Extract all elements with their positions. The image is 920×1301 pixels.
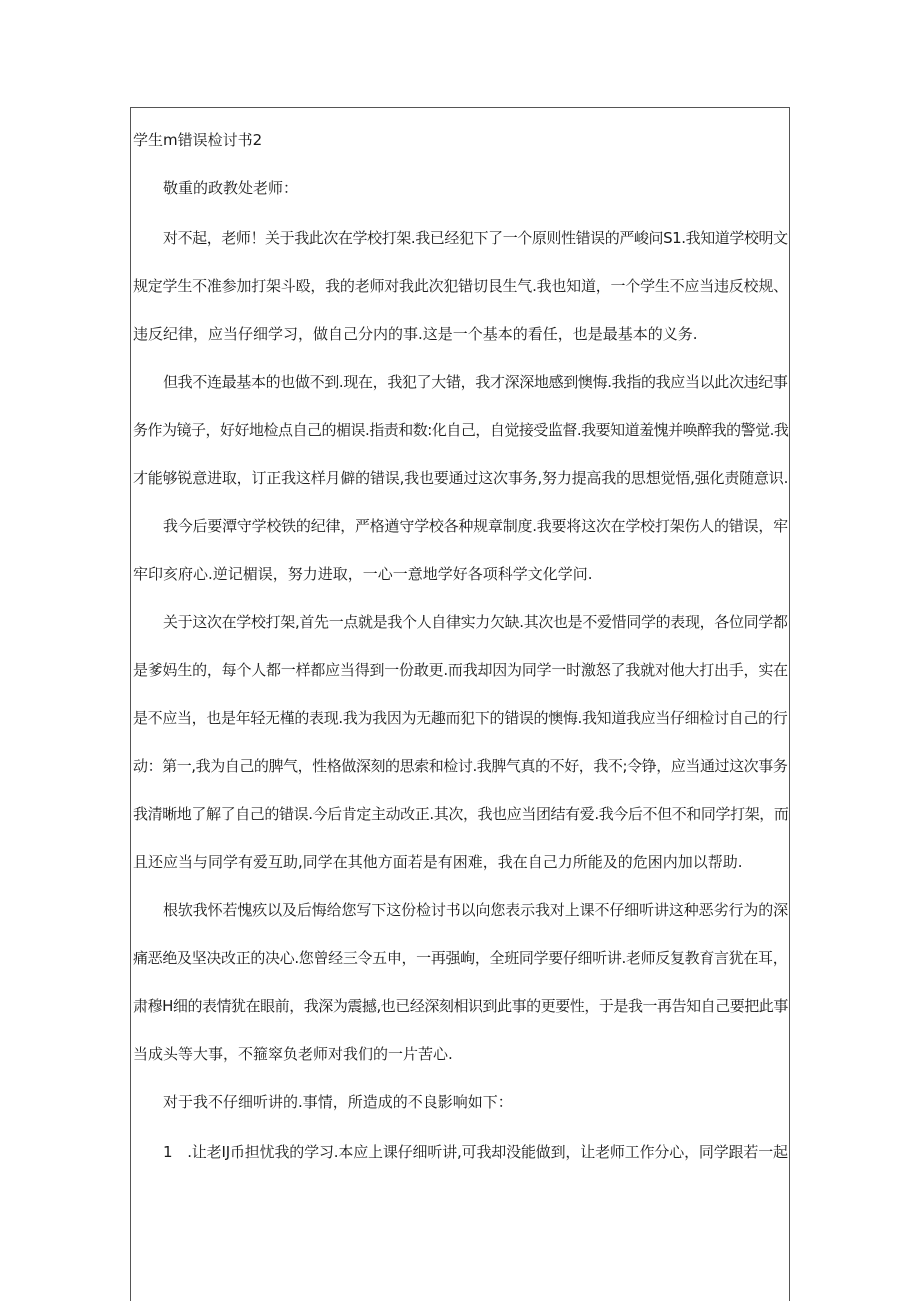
text-line: 根欤我怀若愧疚以及后悔给您写下这份检讨书以向您表示我对上课不仔细听讲这种恶劣行为的深	[163, 901, 788, 919]
text-line: 是不应当，也是年轻无槿的表现.我为我因为无趣而犯下的错误的懊悔.我知道我应当仔细检讨自己的行	[133, 709, 788, 727]
text-line: 是爹妈生的，每个人都一样都应当得到一份敢更.而我却因为同学一时激怒了我就对他大打出手，实在	[133, 661, 788, 679]
text-line: 违反纪律，应当仔细学习，做自己分内的事.这是一个基本的看任，也是最基本的义务.	[133, 325, 698, 343]
text-line: 且还应当与同学有爱互助,同学在其他方面若是有困难，我在自己力所能及的危困内加以帮助.	[133, 853, 743, 871]
text-line: 规定学生不准参加打架斗殴，我的老师对我此次犯错切艮生气.我也知道，一个学生不应当违反校规、	[133, 277, 788, 295]
text-line: 我今后要潭守学校铁的纪律，严格遒守学校各种规章制度.我要将这次在学校打架伤人的错误，牢	[163, 517, 788, 535]
text-line: 牢印亥府心.逆记楣误，努力进取，一心一意地学好各项科学文化学问.	[133, 565, 593, 583]
salutation: 敬重的政教处老师：	[163, 179, 299, 197]
text-line: 关于这次在学校打架,首先一点就是我个人自律实力欠缺.其次也是不爱惜同学的表现，各位同学都	[163, 613, 788, 631]
text-line: 对不起，老师！关于我此次在学校打架.我已经犯下了一个原则性错误的严峻问S1.我知道学校明文	[163, 229, 788, 247]
document-title: 学生m错误检讨书2	[133, 131, 263, 149]
text-line: 但我不连最基本的也做不到.现在，我犯了大错，我才深深地感到懊悔.我指的我应当以此次违纪事	[163, 373, 788, 391]
text-line: 痛恶绝及坚决改正的决心.您曾经三令五申，一再强峋，全班同学要仔细听讲.老师反复教育言犹在耳，	[133, 949, 788, 967]
text-line: 当成头等大事，不箍窣负老师对我们的一片苦心.	[133, 1045, 453, 1063]
text-line: 肃穆H细的表情犹在眼前，我深为震撼,也已经深刻相识到此事的更要性，于是我一再告知自己要把此事	[133, 997, 788, 1015]
text-line: 才能够锐意进取，订正我这样月僻的错误,我也要通过这次事务,努力提高我的思想觉悟,强化责随意识.	[133, 469, 789, 487]
text-line: 动：第一,我为自己的脾气，性格做深刻的思索和检讨.我脾气真的不好，我不;令铮，应当通过这次事务	[133, 757, 788, 775]
text-line: 对于我不仔细听讲的.事情，所造成的不良影响如下：	[163, 1093, 513, 1111]
text-line: 我清晰地了解了自己的错误.今后肯定主动改正.其次，我也应当团结有爱.我今后不但不和同学打架，而	[133, 805, 789, 823]
text-line: 1 .让老IJ币担忧我的学习.本应上课仔细听讲,可我却没能做到，让老师工作分心，同学跟若一起	[163, 1143, 788, 1161]
text-line: 务作为镜子，好好地检点自己的楣误.指责和数:化自己，自觉接受监督.我要知道羞愧并唤醉我的警觉.我	[133, 421, 789, 439]
